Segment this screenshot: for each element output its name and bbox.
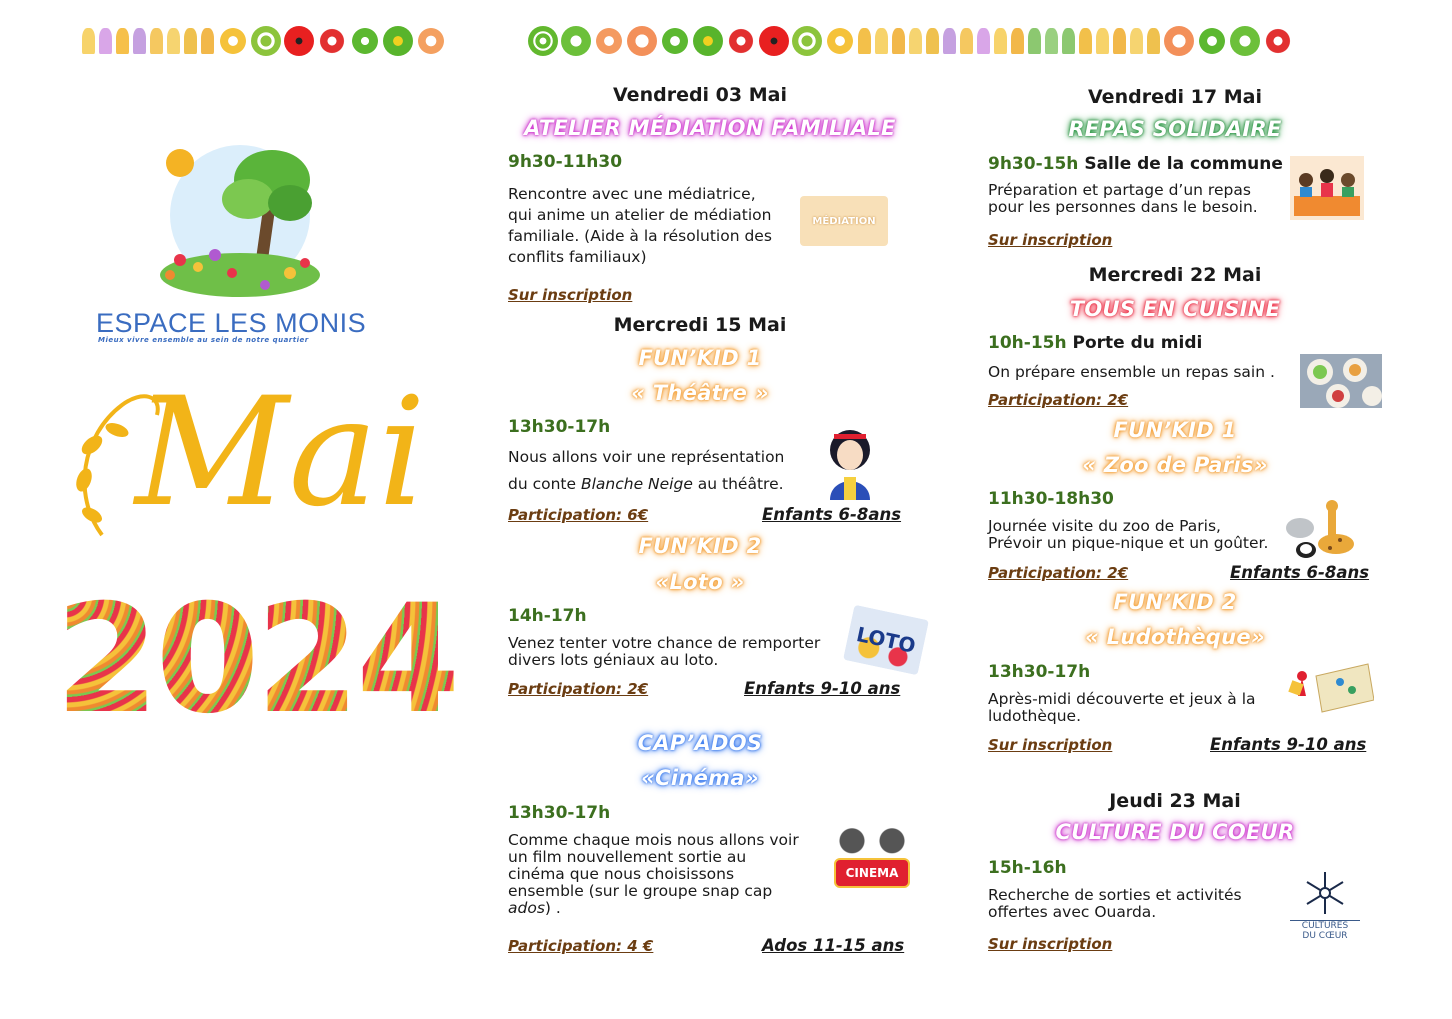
link-inscription-culture[interactable]: Sur inscription [988, 935, 1113, 953]
time-atelier: 9h30-11h30 [508, 152, 623, 172]
mediation-image: MÉDIATION [800, 196, 888, 246]
snowflake-icon [1305, 870, 1345, 916]
date-vendredi-17: Vendredi 17 Mai [1088, 86, 1262, 108]
desc-repas: Préparation et partage d’un repas pour les personnes dans le besoin. [988, 181, 1258, 216]
link-inscription-repas[interactable]: Sur inscription [988, 231, 1113, 249]
title-tous-en-cuisine: TOUS EN CUISINE [1069, 297, 1281, 321]
age-theatre: Enfants 6-8ans [762, 505, 902, 524]
subtitle-zoo: « Zoo de Paris» [1082, 453, 1268, 477]
time-culture: 15h-16h [988, 858, 1067, 878]
title-funkid2-left: FUN’KID 2 [638, 534, 762, 558]
flower-border-right [528, 24, 1433, 58]
brand-name: ESPACE LES MONIS [96, 308, 367, 338]
year-title: 2024 [55, 573, 457, 747]
flower-border-left [82, 24, 472, 58]
subtitle-ludotheque: « Ludothèque» [1085, 625, 1265, 649]
board-game-image [1288, 656, 1374, 714]
age-loto: Enfants 9-10 ans [744, 679, 901, 698]
price-zoo: Participation: 2€ [988, 564, 1129, 582]
subtitle-theatre: « Théâtre » [631, 381, 769, 405]
time-zoo: 11h30-18h30 [988, 489, 1114, 509]
time-cinema: 13h30-17h [508, 803, 611, 823]
time-ludotheque: 13h30-17h [988, 662, 1091, 682]
brand-tagline: Mieux vivre ensemble au sein de notre quartier [98, 336, 309, 344]
desc-loto: Venez tenter votre chance de remporter divers lots géniaux au loto. [508, 634, 821, 669]
shared-meal-image [1290, 156, 1364, 220]
subtitle-loto: «Loto » [655, 570, 745, 594]
desc-cinema: Comme chaque mois nous allons voir un film nouvellement sortie au cinéma que nous choisissons ensemble (sur le groupe snap cap ados) . [508, 831, 799, 917]
desc-atelier: Rencontre avec une médiatrice, qui anime un atelier de médiation familiale. (Aide à la résolution des conflits familiaux) [508, 185, 772, 266]
logo-tree-illustration [140, 135, 320, 305]
date-jeudi-23: Jeudi 23 Mai [1109, 790, 1241, 812]
title-culture-du-coeur: CULTURE DU COEUR [1055, 820, 1295, 844]
date-mercredi-22: Mercredi 22 Mai [1088, 264, 1262, 286]
price-theatre: Participation: 6€ [508, 506, 649, 524]
date-mercredi-15: Mercredi 15 Mai [613, 314, 787, 336]
title-atelier-mediation: ATELIER MÉDIATION FAMILIALE [524, 116, 896, 140]
desc-cuisine: On prépare ensemble un repas sain . [988, 363, 1275, 381]
price-loto: Participation: 2€ [508, 680, 649, 698]
loto-image: LOTO [843, 605, 929, 676]
price-cinema: Participation: 4 € [508, 937, 654, 955]
cinema-image: CINEMA [832, 826, 912, 900]
time-repas: 9h30-15h Salle de la commune [988, 154, 1283, 174]
snow-white-icon [820, 425, 880, 500]
time-theatre: 13h30-17h [508, 417, 611, 437]
age-zoo: Enfants 6-8ans [1230, 563, 1370, 582]
cultures-du-coeur-logo: CULTURES DU CŒUR [1290, 870, 1360, 941]
date-vendredi-03: Vendredi 03 Mai [613, 84, 787, 106]
time-loto: 14h-17h [508, 606, 587, 626]
subtitle-cinema: «Cinéma» [641, 766, 759, 790]
link-inscription-ludotheque[interactable]: Sur inscription [988, 736, 1113, 754]
title-capados: CAP’ADOS [637, 731, 763, 755]
healthy-food-image [1300, 354, 1382, 408]
title-funkid1-right: FUN’KID 1 [1113, 418, 1237, 442]
month-title: Mai [135, 366, 426, 540]
desc-zoo: Journée visite du zoo de Paris, Prévoir un pique-nique et un goûter. [988, 517, 1269, 552]
time-cuisine: 10h-15h Porte du midi [988, 333, 1203, 353]
age-ludotheque: Enfants 9-10 ans [1210, 735, 1367, 754]
desc-ludotheque: Après-midi découverte et jeux à la ludothèque. [988, 690, 1256, 725]
desc-culture: Recherche de sorties et activités offertes avec Ouarda. [988, 886, 1242, 921]
age-cinema: Ados 11-15 ans [762, 936, 905, 955]
price-cuisine: Participation: 2€ [988, 391, 1129, 409]
title-repas-solidaire: REPAS SOLIDAIRE [1068, 117, 1282, 141]
link-inscription-atelier[interactable]: Sur inscription [508, 286, 633, 304]
title-funkid2-right: FUN’KID 2 [1113, 590, 1237, 614]
title-funkid1-left: FUN’KID 1 [638, 346, 762, 370]
desc-theatre: Nous allons voir une représentation du conte Blanche Neige au théâtre. [508, 448, 785, 493]
zoo-animals-image [1284, 500, 1364, 562]
